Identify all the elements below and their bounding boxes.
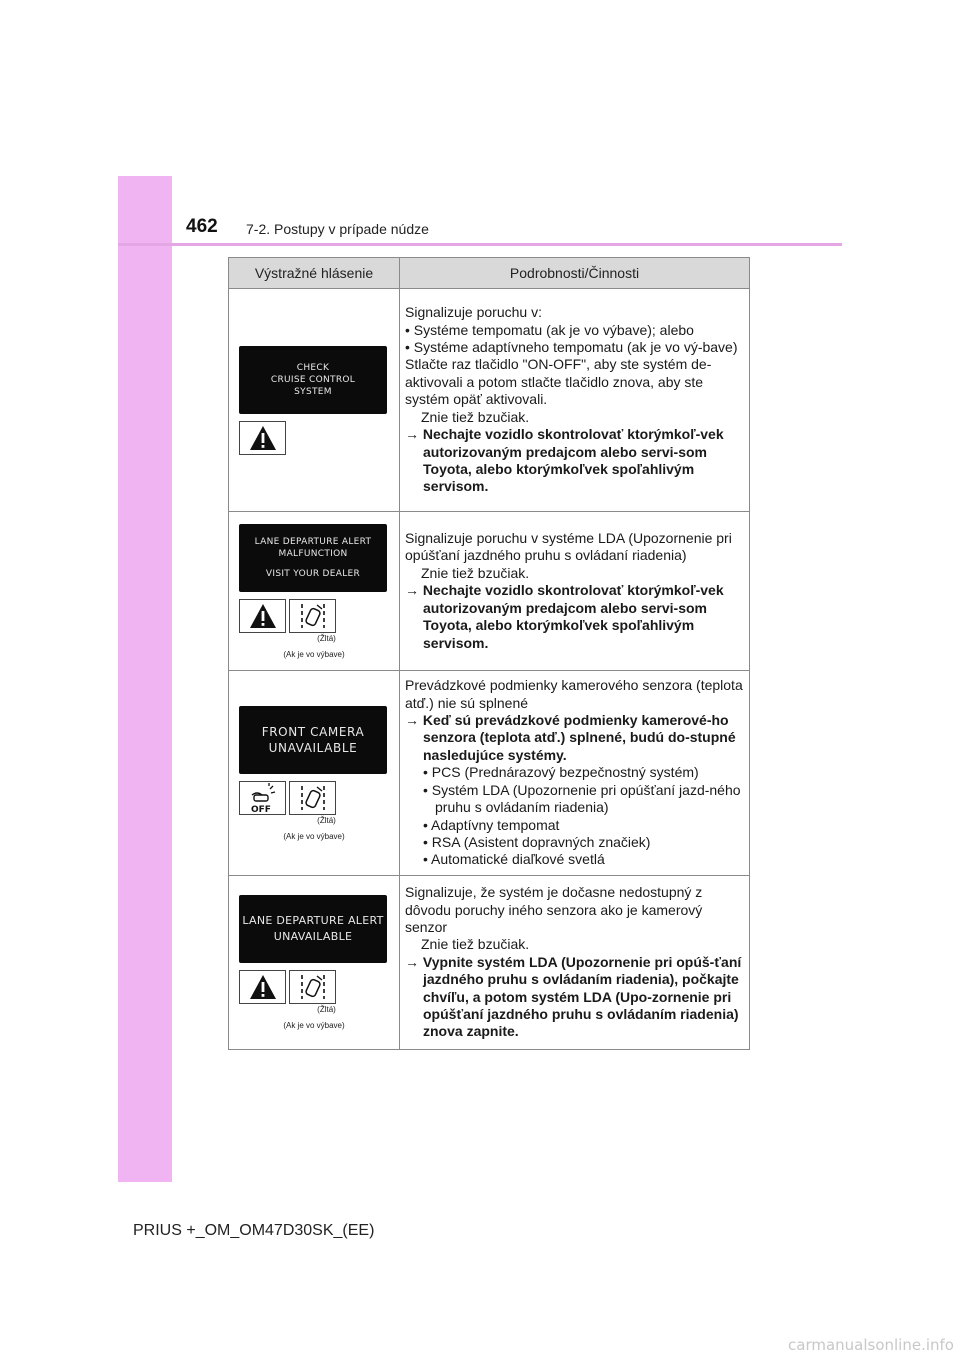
- detail-text: Znie tiež bzučiak.: [421, 564, 530, 581]
- detail-bullet: • Systéme tempomatu (ak je vo výbave); alebo: [405, 321, 694, 338]
- screen-text: FRONT CAMERA: [261, 724, 365, 739]
- lane-departure-icon: [289, 781, 336, 815]
- screen-text: UNAVAILABLE: [273, 930, 353, 943]
- lane-departure-icon: [289, 970, 336, 1004]
- icon-caption: (Žltá): [317, 633, 336, 643]
- details-cell: [400, 671, 750, 876]
- warning-image-cell: [229, 671, 400, 876]
- icon-caption: (Žltá): [317, 1005, 336, 1014]
- screen-text: CRUISE CONTROL: [270, 374, 356, 385]
- warning-table: [228, 257, 750, 1050]
- table-row: [229, 289, 750, 512]
- screen-text: CHECK: [296, 362, 330, 373]
- action-text: → Nechajte vozidlo skontrolovať ktorýmkoľ-vek autorizovaným predajcom alebo servi-som Toyota, alebo ktorýmkoľvek spoľahlivým servisom.: [405, 582, 724, 651]
- icon-row: [239, 781, 399, 815]
- watermark: carmanualsonline.info: [788, 1336, 954, 1354]
- action-text: → Keď sú prevádzkové podmienky kamerové-ho senzora (teplota atď.) splnené, budú do-stupné nasledujúce systémy.: [405, 712, 736, 763]
- column-header: Podrobnosti/Činnosti: [400, 258, 750, 289]
- screen-text: LANE DEPARTURE ALERT: [242, 914, 384, 927]
- action-text: → Nechajte vozidlo skontrolovať ktorýmkoľ-vek autorizovaným predajcom alebo servi-som Toyota, alebo ktorýmkoľvek spoľahlivým servisom.: [405, 426, 724, 495]
- detail-text: Znie tiež bzučiak.: [421, 408, 530, 425]
- detail-bullet: • Systéme adaptívneho tempomatu (ak je vo vý-bave): [405, 339, 738, 356]
- display-screen: [239, 706, 387, 774]
- pcs-off-icon: [239, 781, 286, 815]
- warning-triangle-icon: [239, 421, 286, 455]
- detail-text: Signalizuje, že systém je dočasne nedostupný z dôvodu poruchy iného senzora ako je kamerový senzor: [405, 884, 703, 935]
- warning-image-cell: [229, 289, 400, 512]
- availability-note: (Ak je vo výbave): [283, 1021, 345, 1030]
- side-band: [118, 176, 172, 1182]
- document-footer: PRIUS +_OM_OM47D30SK_(EE): [133, 1222, 375, 1239]
- table-header-row: [229, 258, 750, 289]
- details-cell: [400, 512, 750, 671]
- icon-row: [239, 599, 399, 633]
- screen-text: MALFUNCTION: [278, 548, 348, 559]
- section-title: 7-2. Postupy v prípade núdze: [246, 221, 429, 237]
- action-text: → Vypnite systém LDA (Upozornenie pri opúš-ťaní jazdného pruhu s ovládaním riadenia), počkajte chvíľu, a potom systém LDA (Upo-zornenie pri opúšťaní jazdného pruhu s ovládaním riadenia) znova zapnite.: [405, 953, 742, 1040]
- screen-text: UNAVAILABLE: [268, 740, 358, 755]
- page-number: 462: [186, 216, 218, 237]
- column-header: Výstražné hlásenie: [229, 258, 400, 289]
- display-screen: [239, 895, 387, 963]
- icon-caption: (Žltá): [317, 815, 336, 825]
- lane-departure-icon: [289, 599, 336, 633]
- detail-text: Prevádzkové podmienky kamerového senzora (teplota atď.) nie sú splnené: [405, 677, 743, 711]
- warning-triangle-icon: [239, 970, 286, 1004]
- display-screen: [239, 524, 387, 592]
- table-row: [229, 671, 750, 876]
- screen-text: VISIT YOUR DEALER: [265, 568, 361, 579]
- table-row: [229, 876, 750, 1050]
- detail-text: Stlačte raz tlačidlo "ON-OFF", aby ste systém de-aktivovali a potom stlačte tlačidlo znova, aby ste systém opäť aktivovali.: [405, 356, 712, 408]
- detail-text: Znie tiež bzučiak.: [421, 936, 530, 953]
- table-row: [229, 512, 750, 671]
- header-rule: [118, 243, 842, 246]
- detail-bullet: • Automatické diaľkové svetlá: [423, 851, 605, 868]
- detail-bullet: • Systém LDA (Upozornenie pri opúšťaní jazd-ného pruhu s ovládaním riadenia): [423, 781, 741, 816]
- details-cell: [400, 876, 750, 1050]
- detail-bullet: • RSA (Asistent dopravných značiek): [423, 833, 651, 850]
- availability-note: (Ak je vo výbave): [283, 649, 345, 659]
- warning-triangle-icon: [239, 599, 286, 633]
- icon-row: [239, 970, 399, 1004]
- display-screen: [239, 346, 387, 414]
- availability-note: (Ak je vo výbave): [283, 831, 345, 841]
- screen-text: LANE DEPARTURE ALERT: [254, 536, 372, 547]
- icon-row: [239, 421, 399, 455]
- off-label: OFF: [250, 804, 271, 813]
- details-cell: [400, 289, 750, 512]
- screen-text: SYSTEM: [294, 386, 332, 397]
- warning-image-cell: [229, 512, 400, 671]
- detail-text: Signalizuje poruchu v:: [405, 304, 542, 321]
- detail-text: Signalizuje poruchu v systéme LDA (Upozornenie pri opúšťaní jazdného pruhu s ovládaní riadenia): [405, 530, 732, 564]
- detail-bullet: • PCS (Prednárazový bezpečnostný systém): [423, 764, 699, 781]
- detail-bullet: • Adaptívny tempomat: [423, 816, 560, 833]
- warning-image-cell: [229, 876, 400, 1050]
